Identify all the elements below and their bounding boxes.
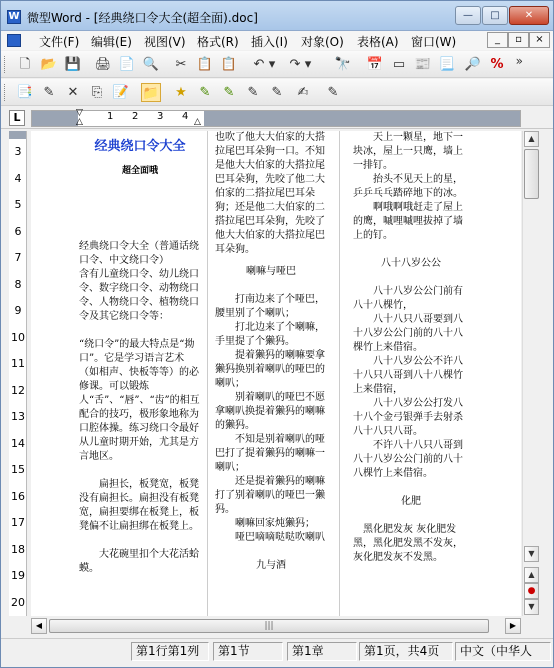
zoom-icon[interactable]: 🔎 xyxy=(464,57,482,72)
doc-title: 经典绕口令大全 xyxy=(94,139,186,154)
new-icon[interactable]: 🗋 xyxy=(19,57,31,72)
menu-object[interactable]: 对象(O) xyxy=(301,35,344,49)
signature-icon[interactable]: ✎ xyxy=(327,85,339,100)
standard-toolbar xyxy=(1,51,553,78)
status-page: 第1页，共4页 xyxy=(359,642,453,661)
section-heading: 八十八岁公公 xyxy=(381,258,441,269)
ruler-mark-2: 2 xyxy=(132,111,139,122)
toolbar-grip[interactable] xyxy=(4,56,7,73)
paragraph: 不知是别着喇叭的哑巴打了提着獭犸的喇嘛一喇叭； xyxy=(215,434,325,473)
column-2[interactable] xyxy=(215,131,327,616)
vruler-mark: 6 xyxy=(14,224,22,238)
toolbar-grip-2[interactable] xyxy=(4,84,7,101)
vruler-mark: 16 xyxy=(11,489,25,503)
vruler-mark: 14 xyxy=(11,436,25,450)
paragraph: 也吹了他大大伯家的大搭拉尾巴耳朵狗一口。不知是他大大伯家的大搭拉尾巴耳朵狗，先咬了他二大伯家的二搭拉尾巴耳朵狗；还是他二大伯家的二搭拉尾巴耳朵狗，先咬了他大大伯家的大搭拉尾巴耳朵狗。 xyxy=(215,132,325,255)
print-preview-icon[interactable]: 🔍 xyxy=(142,57,160,72)
vruler-mark: 4 xyxy=(14,171,22,185)
paragraph: 啊哦啊哦赶走了屋上的鹰，嘁哩嘁哩拔掉了墙上的钉。 xyxy=(353,202,463,241)
paste-icon[interactable]: 📋 xyxy=(220,57,238,72)
section-heading: 九与酒 xyxy=(256,560,286,571)
accept-all-icon[interactable]: ✎ xyxy=(247,85,259,100)
horizontal-ruler[interactable] xyxy=(31,110,521,127)
horizontal-scroll-thumb[interactable]: ||| xyxy=(49,619,489,633)
paragraph: 八十八岁公公打发八十八个金弓银弹手去射杀八十八只八哥。 xyxy=(353,398,463,437)
paragraph: 八十八岁公公门前有八十八棵竹， xyxy=(353,286,463,311)
paragraph: 黑化肥发灰 灰化肥发黑，黑化肥发黑不发灰，灰化肥发灰不发黑。 xyxy=(353,524,463,563)
window-title: 微型Word - [经典绕口令大全(超全面).doc] xyxy=(27,11,258,25)
accept-change-icon[interactable]: ★ xyxy=(175,85,187,100)
paragraph: 哑巴嘀嘀哒哒吹喇叭 xyxy=(215,532,325,543)
redo-icon[interactable]: ↷ xyxy=(289,57,301,72)
compare-icon[interactable]: ⎘ xyxy=(91,85,103,100)
copy-icon[interactable]: 📋 xyxy=(196,57,214,72)
status-line-col: 第1行第1列 xyxy=(131,642,209,661)
vruler-mark: 8 xyxy=(14,277,22,291)
vertical-scrollbar[interactable] xyxy=(522,131,539,616)
print-icon[interactable]: 🖨 xyxy=(94,57,112,72)
vruler-mark: 10 xyxy=(11,330,25,344)
hanging-indent-marker[interactable]: △ xyxy=(76,117,83,127)
paragraph: 还是提着獭犸的喇嘛打了别着喇叭的哑巴一獭犸。 xyxy=(215,476,325,515)
save-icon[interactable]: 💾 xyxy=(64,57,82,72)
paragraph: 别着喇叭的哑巴不愿拿喇叭换提着獭犸的喇嘛的獭犸。 xyxy=(215,392,325,431)
paragraph: 扁担长，板凳宽，板凳没有扁担长。扁担没有板凳宽，扁担要绑在板凳上，板凳偏不让扁担绑在板凳上。 xyxy=(79,479,199,532)
vruler-mark: 18 xyxy=(11,542,25,556)
menu-edit[interactable]: 编辑(E) xyxy=(91,35,132,49)
vruler-top-margin xyxy=(9,131,26,139)
menu-view[interactable]: 视图(V) xyxy=(144,35,186,49)
undo-icon[interactable]: ↶ xyxy=(253,57,265,72)
paragraph: 打北边来了个喇嘛，手里提了个獭犸。 xyxy=(215,322,325,347)
scroll-up-button[interactable]: ▲ xyxy=(524,131,539,147)
highlight-icon[interactable]: ✍ xyxy=(297,85,309,100)
insert-frame-icon[interactable]: ▭ xyxy=(392,57,406,72)
menu-format[interactable]: 格式(R) xyxy=(197,35,239,49)
vruler-mark: 9 xyxy=(14,304,22,317)
doc-close-button[interactable]: × xyxy=(529,32,550,48)
ruler-mark-1: 1 xyxy=(107,111,114,122)
doc-restore-button[interactable]: ▫ xyxy=(508,32,529,48)
document-icon[interactable] xyxy=(7,34,21,47)
word-app-icon[interactable]: W xyxy=(8,11,20,22)
ruler-mark-3: 3 xyxy=(157,111,164,122)
vruler-mark: 5 xyxy=(14,198,22,211)
paragraph: 抬头不见天上的星，乒乒乓乓踏碎地下的冰。 xyxy=(353,174,463,199)
minimize-button[interactable]: — xyxy=(455,6,481,25)
next-change-icon[interactable]: ✎ xyxy=(199,85,211,100)
document-area[interactable] xyxy=(31,131,521,616)
section-heading: 喇嘛与哑巴 xyxy=(246,266,296,277)
doc-minimize-button[interactable]: _ xyxy=(487,32,508,48)
section-heading: 化肥 xyxy=(401,496,421,507)
menu-file[interactable]: 文件(F) xyxy=(39,35,80,49)
tab-stop-selector[interactable]: L xyxy=(9,110,25,126)
zoom-percent-icon[interactable]: % xyxy=(490,57,504,72)
horizontal-scrollbar[interactable] xyxy=(31,618,521,634)
vruler-mark: 3 xyxy=(14,145,22,158)
paragraph: 喇嘛回家炖獭犸； xyxy=(215,518,315,529)
protect-doc-icon[interactable]: 📝 xyxy=(112,85,130,100)
calendar-icon[interactable]: 📅 xyxy=(366,57,384,72)
close-button[interactable]: ✕ xyxy=(509,6,549,25)
ruler-left-margin xyxy=(32,111,78,126)
title-bar[interactable] xyxy=(1,1,553,31)
next-page-button[interactable]: ▼ xyxy=(524,599,539,615)
review-toolbar xyxy=(1,79,553,106)
column-divider xyxy=(207,131,208,616)
doc-subtitle: 超全面哦 xyxy=(121,166,158,176)
vruler-mark: 12 xyxy=(11,383,25,397)
paragraph: 经典绕口令大全（普通话绕口令、中文绕口令） xyxy=(79,241,199,266)
vruler-mark: 19 xyxy=(11,569,25,582)
cut-icon[interactable]: ✂ xyxy=(175,57,187,72)
menu-bar xyxy=(1,31,553,50)
find-icon[interactable]: 🔭 xyxy=(334,57,352,72)
paragraph: 八十八只八哥要到八十八岁公公门前的八十八棵竹上来借宿。 xyxy=(353,314,463,353)
vertical-ruler[interactable] xyxy=(9,131,27,616)
status-language: 中文（中华人 xyxy=(455,642,551,661)
status-chapter: 第1章 xyxy=(287,642,357,661)
vruler-mark: 20 xyxy=(11,595,25,609)
outline-view-icon[interactable]: 📃 xyxy=(438,57,456,72)
paragraph: 含有儿童绕口令、幼儿绕口令、数字绕口令、动物绕口令、人物绕口令、植物绕口令及其它绕口令等： xyxy=(79,269,199,322)
ruler-mark-4: 4 xyxy=(182,111,189,122)
paragraph: 大花碗里扣个大花活蛤蟆。 xyxy=(79,549,199,574)
menu-window[interactable]: 窗口(W) xyxy=(411,35,457,49)
paragraph: 提着獭犸的喇嘛要拿獭犸换别着喇叭的哑巴的喇叭； xyxy=(215,350,325,389)
paragraph: 八十八岁公公不许八十八只八哥到八十八棵竹上来借宿， xyxy=(353,356,463,395)
vertical-scroll-thumb[interactable] xyxy=(524,149,539,199)
scroll-right-button[interactable]: ▶ xyxy=(505,618,521,634)
vruler-mark: 11 xyxy=(11,357,25,370)
redo-dropdown-icon[interactable]: ▾ xyxy=(304,57,312,72)
prev-page-button[interactable]: ▲ xyxy=(524,567,539,583)
scroll-down-button[interactable]: ▼ xyxy=(524,546,539,562)
edit-comment-icon[interactable]: ✎ xyxy=(43,85,55,100)
column-divider xyxy=(339,131,340,616)
reviewing-pane-icon[interactable]: 📁 xyxy=(141,83,161,102)
paragraph: “绕口令”的最大特点是“拗口”。它是学习语言艺术（如相声、快板等等）的必修课。可以锻炼人“舌”、“唇”、“齿”的相互配合的技巧，极形象地称为口腔体操。练习绕口令最好从儿童时期开始，尤其是方言地区。 xyxy=(79,339,200,462)
vruler-mark: 13 xyxy=(11,410,25,423)
vruler-mark: 15 xyxy=(11,463,25,476)
first-line-indent-marker[interactable]: ▽ xyxy=(76,108,83,118)
paragraph: 天上一颗星，地下一块冰，屋上一只鹰，墙上一排钉。 xyxy=(353,132,463,171)
menu-insert[interactable]: 插入(I) xyxy=(251,35,288,49)
reject-all-icon[interactable]: ✎ xyxy=(271,85,283,100)
more-tools-chevron-icon[interactable]: » xyxy=(515,54,523,68)
right-indent-marker[interactable]: △ xyxy=(194,117,201,127)
paragraph: 打南边来了个哑巴，腰里别了个喇叭； xyxy=(215,294,325,319)
prev-change-icon[interactable]: ✎ xyxy=(223,85,235,100)
delete-comment-icon[interactable]: ✕ xyxy=(67,85,79,100)
status-section: 第1节 xyxy=(213,642,283,661)
vruler-mark: 17 xyxy=(11,516,25,529)
scroll-left-button[interactable]: ◀ xyxy=(31,618,47,634)
track-changes-icon[interactable]: 📑 xyxy=(16,85,34,100)
status-bar xyxy=(1,638,553,667)
undo-dropdown-icon[interactable]: ▾ xyxy=(268,57,276,72)
page-view-icon[interactable]: 📰 xyxy=(414,57,432,72)
column-3[interactable] xyxy=(353,131,469,616)
open-icon[interactable]: 📂 xyxy=(40,57,58,72)
vruler-mark: 7 xyxy=(14,251,22,264)
column-1[interactable] xyxy=(79,131,201,616)
maximize-button[interactable]: □ xyxy=(482,6,508,25)
ruler-row xyxy=(1,107,553,129)
paragraph: 不许八十八只八哥到八十八岁公公门前的八十八棵竹上来借宿。 xyxy=(353,440,463,479)
browse-object-button[interactable]: ● xyxy=(524,583,539,599)
ruler-right-margin xyxy=(204,111,520,126)
menu-table[interactable]: 表格(A) xyxy=(357,35,399,49)
pdf-icon[interactable]: 📄 xyxy=(118,57,136,72)
